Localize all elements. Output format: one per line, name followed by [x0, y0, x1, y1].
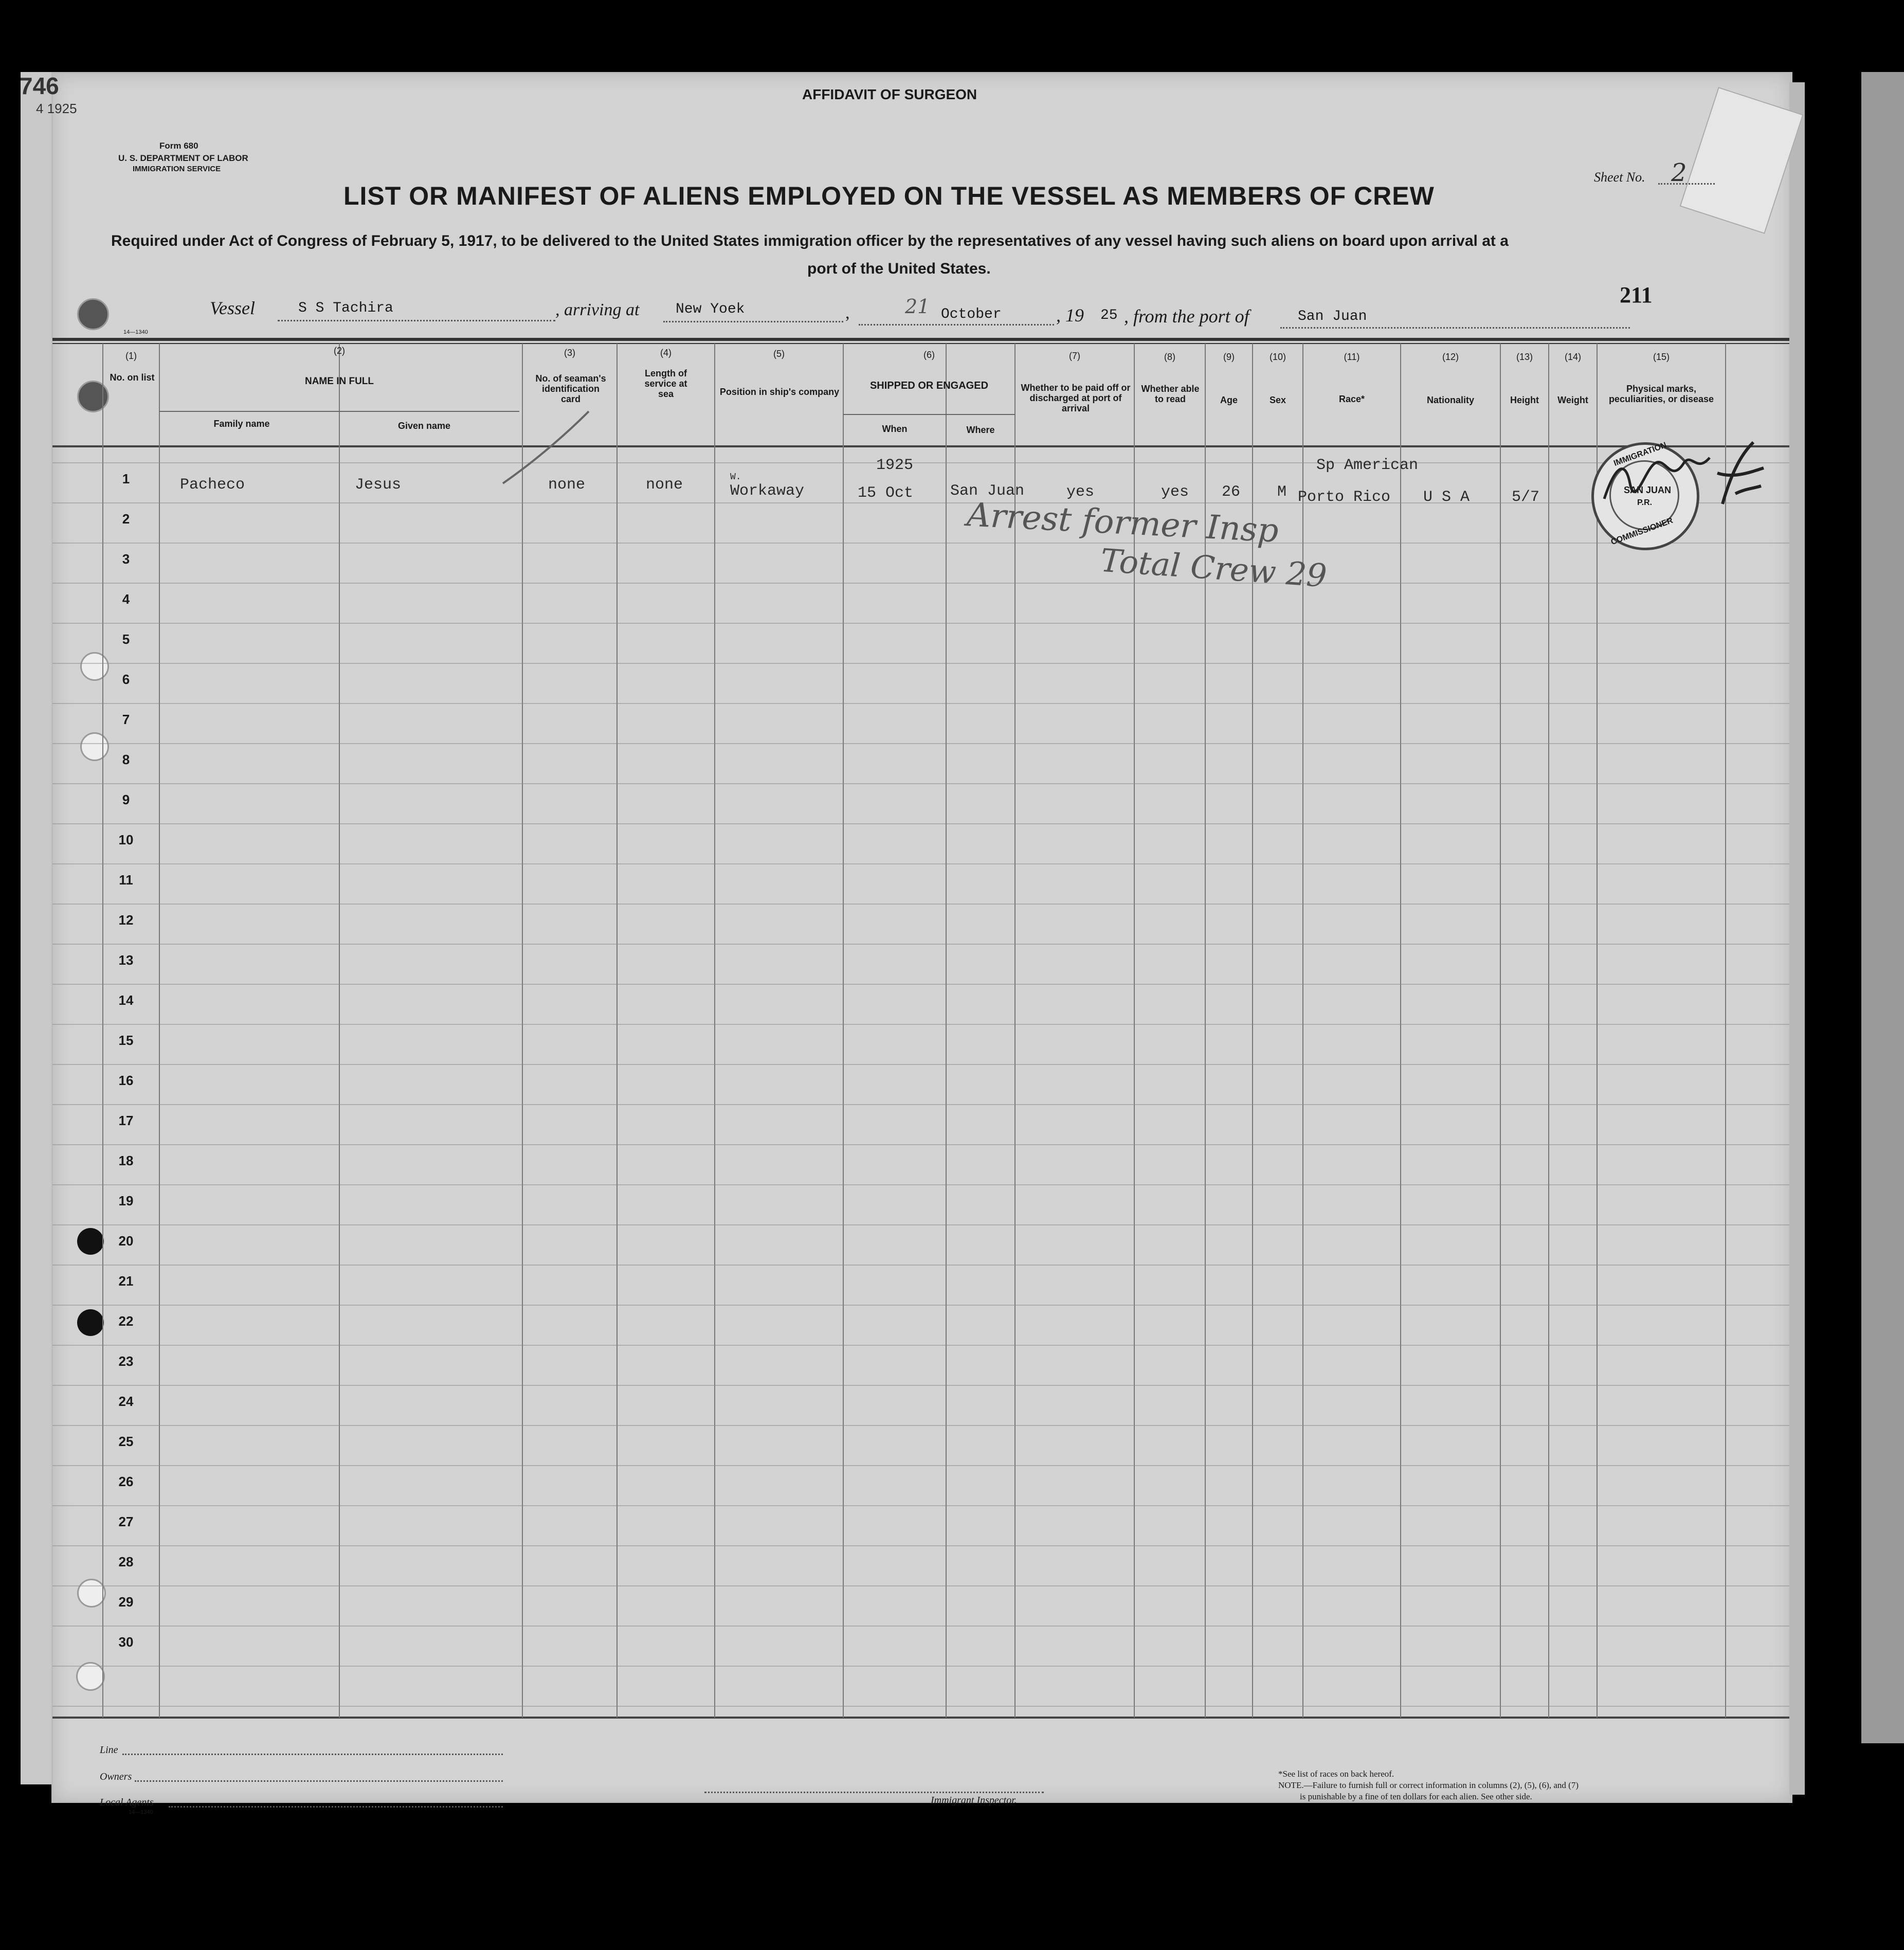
entry-paid-off: yes — [1066, 483, 1095, 501]
header-weight: Weight — [1557, 395, 1588, 405]
entry-height: 5/7 — [1512, 489, 1540, 506]
sheet-number: 2 — [1671, 158, 1687, 187]
subtitle-line-1: Required under Act of Congress of February 5, 1917, to be delivered to the United States immigration officer by the representatives of any vessel having such aliens on board upon arrival at a — [111, 232, 1509, 249]
row-number: 10 — [118, 832, 134, 847]
entry-able-read: yes — [1161, 483, 1189, 501]
penalty-note-line-2: is punishable by a fine of ten dollars for each alien. See other side. — [1300, 1792, 1532, 1801]
entry-length-service: none — [646, 476, 683, 494]
row-number: 8 — [122, 752, 130, 767]
entry-id-card: none — [548, 476, 586, 494]
header-height: Height — [1510, 395, 1539, 405]
vessel-name: S S Tachira — [298, 300, 393, 316]
arriving-label: , arriving at — [555, 300, 640, 319]
row-number: 26 — [118, 1474, 134, 1489]
header-age: Age — [1220, 395, 1238, 405]
check-mark-stroke — [494, 406, 596, 489]
header-length-service: Length of service at sea — [644, 368, 687, 399]
agents-dotline — [169, 1806, 503, 1808]
header-where: Where — [966, 425, 995, 435]
owners-label: Owners — [100, 1771, 132, 1782]
handwritten-initials — [1707, 437, 1769, 509]
row-number: 5 — [122, 631, 130, 647]
inspector-dotline — [704, 1792, 1044, 1793]
margin-mark: 14—1340 — [123, 329, 148, 335]
stamp-text-bottom: COMMISSIONER — [1609, 516, 1675, 547]
row-number: 23 — [118, 1353, 134, 1369]
handwritten-note-2: Total Crew 29 — [1099, 541, 1328, 595]
entry-nationality: U S A — [1423, 489, 1470, 506]
handwritten-note-1: Arrest former Insp — [966, 496, 1280, 550]
entry-when-year: 1925 — [876, 457, 914, 474]
arrival-port: New Yoek — [676, 301, 745, 317]
line-label: Line — [100, 1744, 118, 1756]
owners-dotline — [135, 1780, 503, 1782]
row-number: 22 — [118, 1313, 134, 1329]
row-number: 30 — [118, 1634, 134, 1650]
header-paid-off: Whether to be paid off or discharged at port of arrival — [1021, 383, 1131, 413]
margin-number: 746 — [20, 73, 59, 99]
stamp-text-top: IMMIGRATION — [1612, 441, 1668, 468]
row-number: 24 — [118, 1394, 134, 1409]
departure-port: San Juan — [1298, 309, 1367, 324]
entry-family-name: Pacheco — [180, 476, 245, 494]
line-dotline — [122, 1754, 503, 1755]
row-number: 15 — [118, 1033, 134, 1048]
row-number: 1 — [122, 471, 130, 486]
entry-race: Sp American — [1316, 457, 1419, 474]
col-number-4: (4) — [660, 348, 672, 358]
service-name: IMMIGRATION SERVICE — [133, 165, 221, 173]
entry-age: 26 — [1222, 483, 1241, 501]
row-number: 9 — [122, 792, 130, 807]
arrival-month: October — [941, 306, 1002, 322]
row-number: 6 — [122, 672, 130, 687]
row-number: 11 — [119, 872, 133, 888]
row-number: 16 — [118, 1073, 134, 1088]
col-number-8: (8) — [1164, 352, 1175, 362]
arrival-year: 25 — [1100, 308, 1118, 323]
sheet-label: Sheet No. — [1594, 170, 1645, 185]
col-number-1: (1) — [125, 351, 137, 361]
row-number: 28 — [118, 1554, 134, 1569]
header-name-in-full: NAME IN FULL — [304, 376, 374, 387]
col-number-14: (14) — [1564, 352, 1581, 362]
entry-when: 15 Oct — [858, 484, 914, 502]
margin-subnumber: 4 1925 — [36, 101, 77, 116]
row-number: 4 — [122, 591, 130, 607]
entry-position-mark: W. — [730, 472, 741, 482]
header-shipped-engaged: SHIPPED OR ENGAGED — [869, 380, 989, 391]
page-number: 211 — [1620, 282, 1653, 308]
header-no-on-list: No. on list — [110, 372, 155, 383]
header-race: Race* — [1338, 394, 1365, 404]
header-position: Position in ship's company — [719, 387, 840, 397]
form-number: Form 680 — [159, 141, 198, 151]
col-number-6: (6) — [923, 350, 935, 360]
row-number: 20 — [118, 1233, 134, 1249]
stamp-text-center: SAN JUAN — [1624, 485, 1672, 495]
entry-given-name: Jesus — [355, 476, 402, 494]
row-number: 13 — [118, 952, 134, 968]
row-number: 27 — [118, 1514, 134, 1529]
entry-sex: M — [1277, 483, 1287, 501]
penalty-note-line-1: NOTE.—Failure to furnish full or correct information in columns (2), (5), (6), and (7) — [1278, 1780, 1579, 1790]
vessel-label: Vessel — [210, 298, 255, 318]
col-number-5: (5) — [773, 349, 785, 359]
agents-sub-mark: 14—1340 — [129, 1809, 153, 1815]
department-name: U. S. DEPARTMENT OF LABOR — [118, 153, 248, 163]
arrival-day: 21 — [905, 295, 930, 318]
col-number-13: (13) — [1516, 352, 1533, 362]
comma-separator: , — [845, 303, 850, 322]
from-port-label: , from the port of — [1124, 306, 1249, 327]
subtitle-line-2: port of the United States. — [807, 260, 991, 277]
header-physical-marks: Physical marks, peculiarities, or disease — [1608, 384, 1714, 404]
row-number: 25 — [118, 1434, 134, 1449]
row-number: 21 — [118, 1273, 134, 1289]
header-able-read: Whether able to read — [1141, 384, 1200, 404]
row-number: 19 — [118, 1193, 134, 1208]
row-number: 17 — [118, 1113, 134, 1128]
row-number: 7 — [122, 712, 130, 727]
races-note: *See list of races on back hereof. — [1278, 1769, 1394, 1779]
col-number-11: (11) — [1344, 352, 1360, 362]
agents-label: Local Agents — [100, 1797, 154, 1808]
col-number-10: (10) — [1269, 352, 1286, 362]
col-number-9: (9) — [1223, 352, 1235, 362]
row-number: 12 — [118, 912, 134, 928]
header-id-card: No. of seaman's identification card — [535, 373, 606, 404]
header-when: When — [882, 424, 908, 434]
col-number-3: (3) — [564, 348, 575, 358]
year-prefix: , 19 — [1056, 305, 1084, 326]
col-number-2: (2) — [334, 346, 345, 356]
inspector-label: Immigrant Inspector. — [931, 1795, 1017, 1806]
row-number: 29 — [118, 1594, 134, 1610]
header-family-name: Family name — [213, 419, 270, 429]
header-sex: Sex — [1269, 395, 1286, 405]
row-number: 14 — [118, 992, 134, 1008]
entry-position: Workaway — [730, 482, 805, 500]
header-nationality: Nationality — [1426, 395, 1474, 405]
handwritten-signature-stamp — [1594, 437, 1717, 530]
col-number-12: (12) — [1442, 352, 1459, 362]
col-number-15: (15) — [1653, 352, 1670, 362]
row-number: 2 — [122, 511, 130, 527]
row-number: 18 — [118, 1153, 134, 1168]
manifest-title: LIST OR MANIFEST OF ALIENS EMPLOYED ON THE VESSEL AS MEMBERS OF CREW — [343, 182, 1435, 210]
col-number-7: (7) — [1069, 351, 1080, 361]
stamp-text-sub: P.R. — [1637, 498, 1653, 507]
header-given-name: Given name — [397, 421, 451, 431]
affidavit-title: AFFIDAVIT OF SURGEON — [802, 86, 977, 102]
entry-race-origin: Porto Rico — [1298, 489, 1391, 506]
row-number: 3 — [122, 551, 130, 567]
entry-where: San Juan — [950, 482, 1025, 500]
